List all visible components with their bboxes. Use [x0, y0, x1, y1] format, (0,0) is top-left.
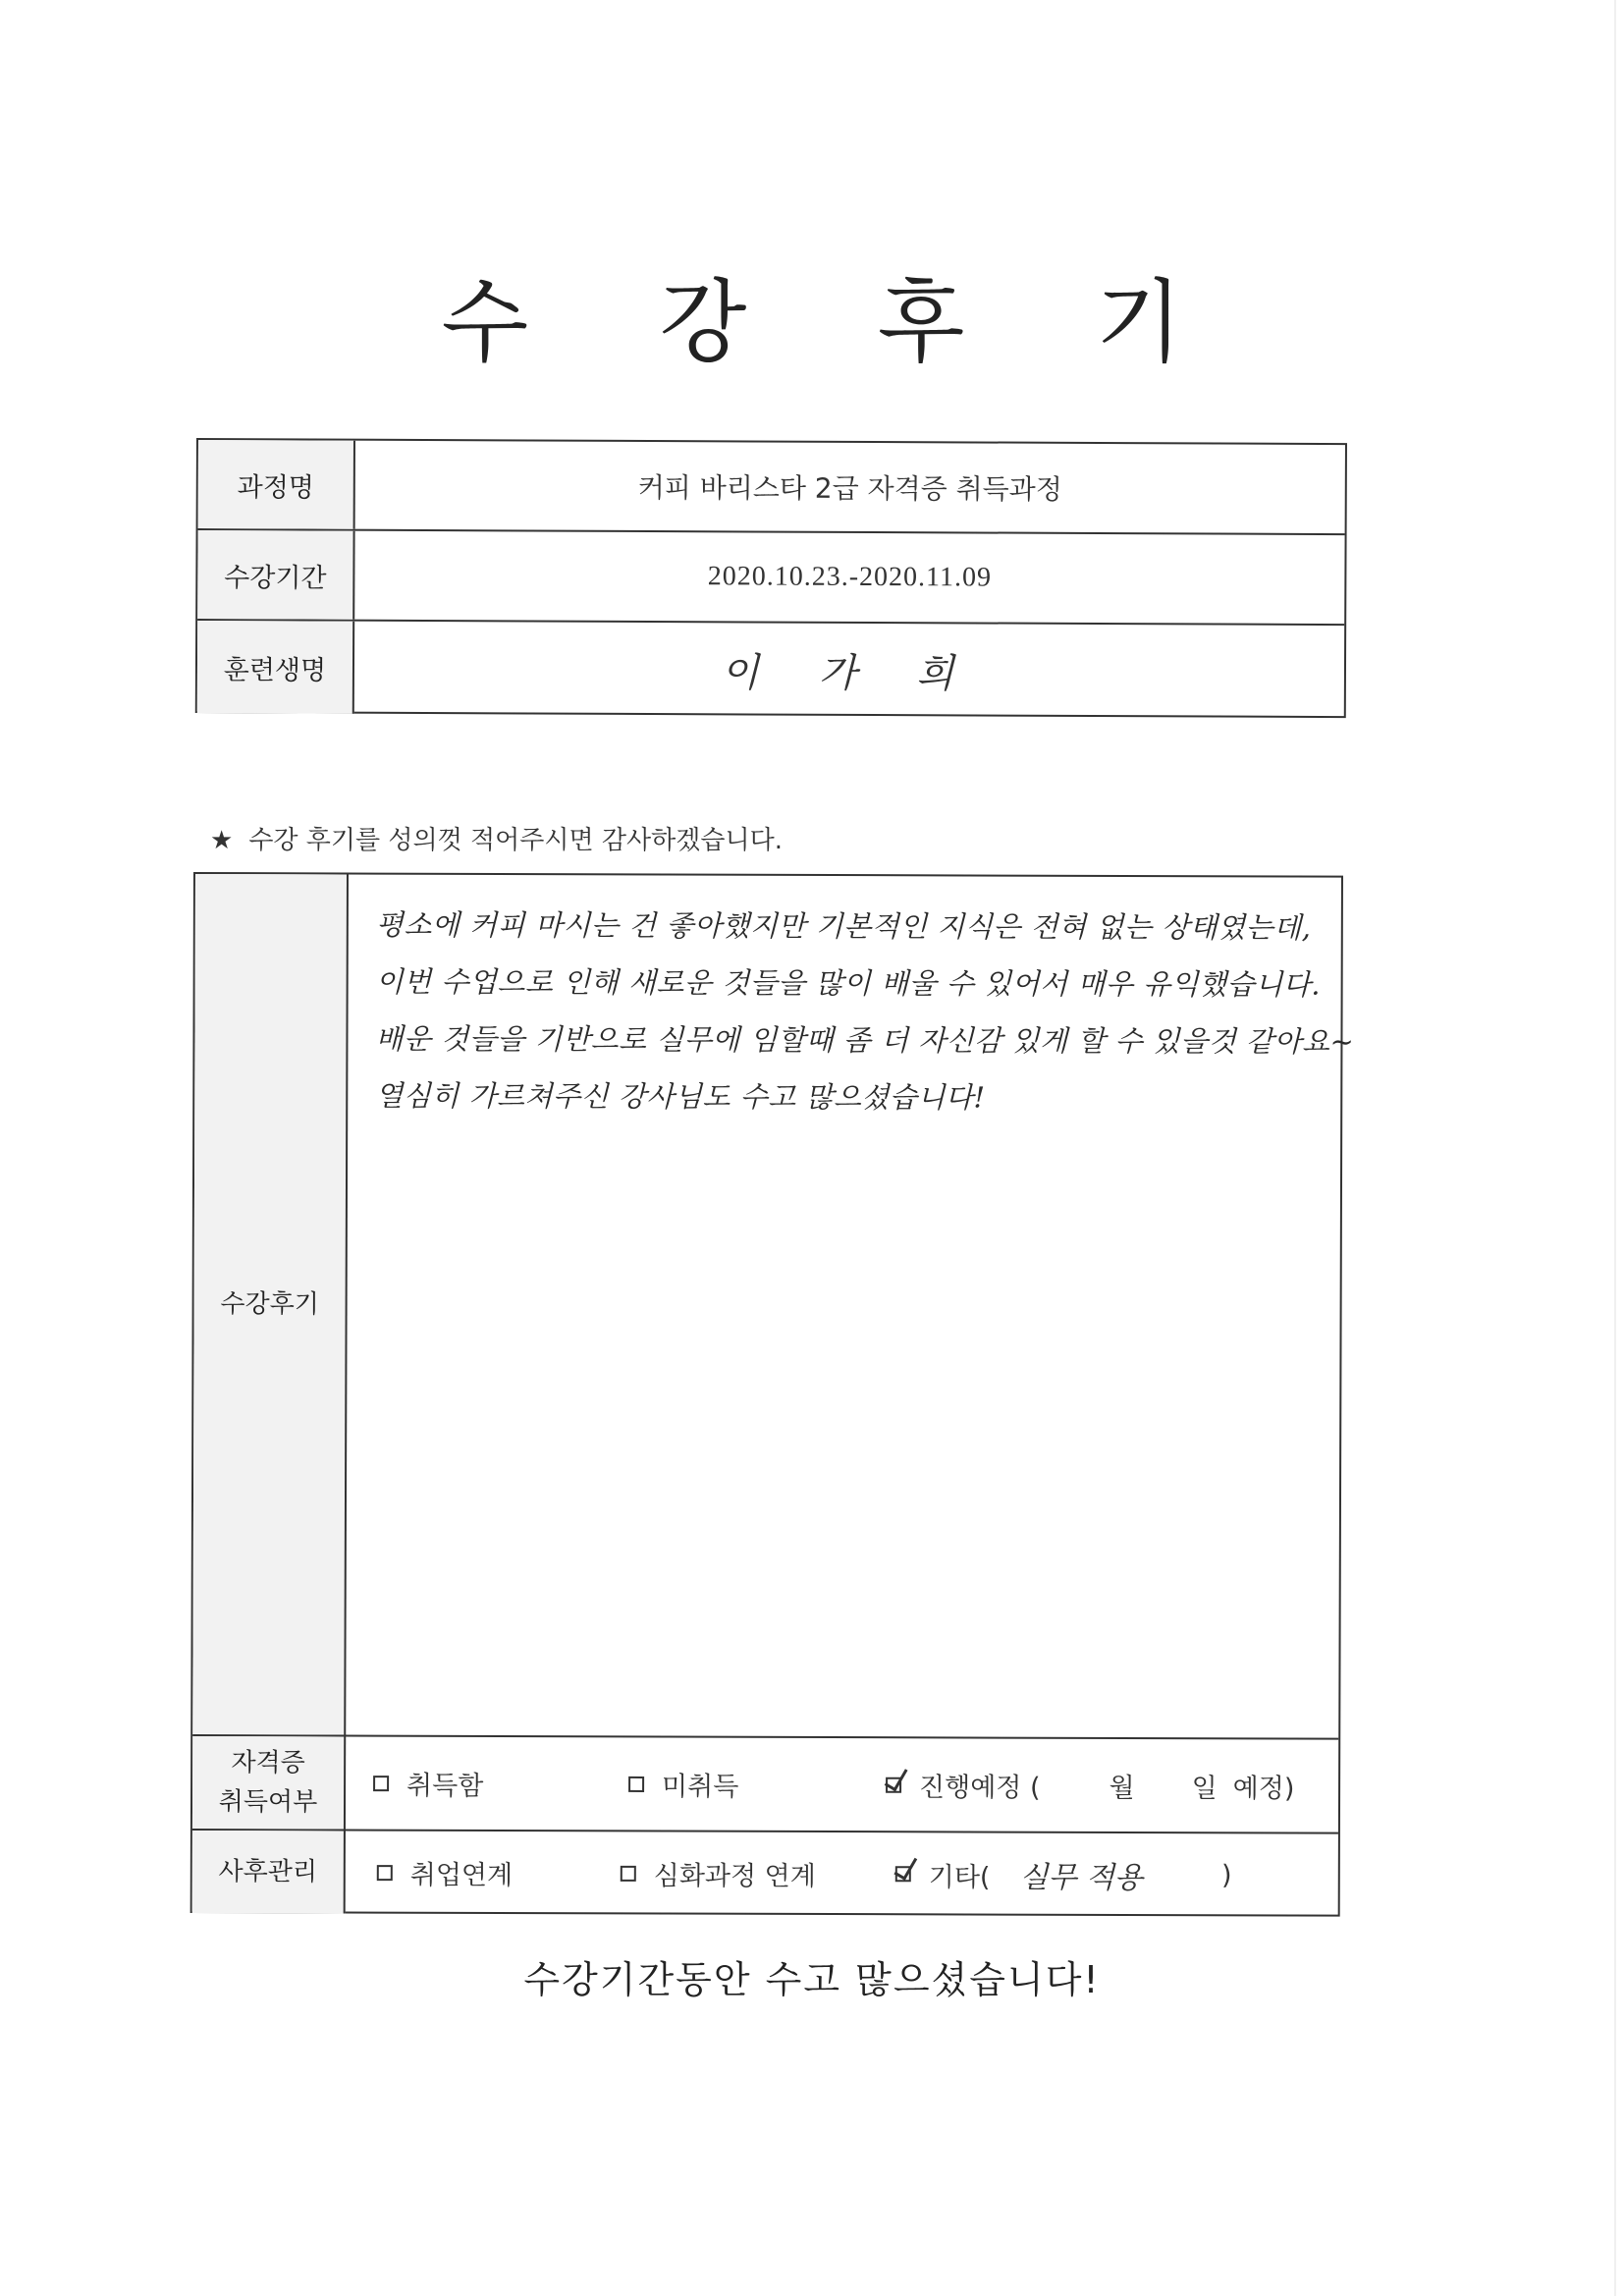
aftercare-option-advanced[interactable]	[621, 1854, 816, 1893]
aftercare-option-employment-label: 취업연계	[409, 1860, 514, 1891]
review-table	[190, 872, 1355, 1917]
aftercare-option-employment[interactable]	[377, 1853, 513, 1891]
cert-planned-label: 예정)	[1232, 1773, 1295, 1805]
checkbox-advanced[interactable]	[621, 1865, 636, 1881]
checkbox-acquired[interactable]	[373, 1776, 389, 1791]
cert-option-acquired[interactable]	[373, 1764, 483, 1802]
checkbox-not-acquired[interactable]	[628, 1776, 644, 1791]
closing-message: 수강기간동안 수고 많으셨습니다!	[523, 1958, 1101, 2001]
course-period-row	[197, 530, 1344, 626]
aftercare-option-other[interactable]	[895, 1852, 1232, 1896]
review-line-4: 열심히 가르쳐주신 강사님도 수고 많으셨습니다!	[375, 1078, 986, 1115]
aftercare-label: 사후관리	[192, 1831, 346, 1913]
review-line-2: 이번 수업으로 인해 새로운 것들을 많이 배울 수 있어서 매우 유익했습니다.	[375, 964, 1322, 1002]
certification-label	[192, 1736, 346, 1829]
trainee-name-value: 이 가 희	[721, 649, 978, 696]
certification-row	[192, 1736, 1338, 1834]
instruction-text	[210, 820, 783, 856]
trainee-name-label: 훈련생명	[197, 621, 354, 714]
cert-option-not-acquired[interactable]	[628, 1765, 738, 1803]
aftercare-options	[346, 1831, 1338, 1916]
checkbox-in-progress-checked[interactable]	[886, 1777, 901, 1792]
review-label: 수강후기	[192, 874, 349, 1734]
course-name-label: 과정명	[198, 440, 355, 529]
aftercare-option-advanced-label: 심화과정 연계	[653, 1860, 816, 1892]
cert-option-in-progress-label: 진행예정 (	[919, 1772, 1041, 1804]
cert-month-label: 월	[1109, 1773, 1135, 1804]
instruction-message: 수강 후기를 성의껏 적어주시면 감사하겠습니다.	[248, 826, 783, 855]
course-info-table	[195, 438, 1347, 718]
review-row	[192, 874, 1355, 1740]
checkbox-employment[interactable]	[377, 1865, 393, 1881]
trainee-name-row	[197, 621, 1344, 718]
certification-options	[346, 1736, 1338, 1831]
cert-day-label: 일	[1191, 1773, 1218, 1804]
page-title: 수 강 후 기	[441, 270, 1234, 375]
star-icon: ★	[210, 826, 234, 855]
cert-option-acquired-label: 취득함	[406, 1771, 484, 1802]
aftercare-row	[192, 1831, 1338, 1917]
aftercare-other-text: 실무 적용	[1019, 1860, 1144, 1896]
checkbox-other-checked[interactable]	[895, 1866, 911, 1882]
certification-label-line2: 취득여부	[218, 1787, 318, 1818]
certification-label-line1: 자격증	[231, 1748, 305, 1778]
course-period-label: 수강기간	[197, 530, 354, 620]
review-line-3: 배운 것들을 기반으로 실무에 임할때 좀 더 자신감 있게 할 수 있을것 같아요~	[375, 1021, 1355, 1059]
course-name-row	[198, 440, 1345, 535]
review-line-1: 평소에 커피 마시는 건 좋아했지만 기본적인 지식은 전혀 없는 상태였는데,	[375, 907, 1312, 945]
cert-option-not-acquired-label: 미취득	[662, 1772, 739, 1803]
aftercare-option-other-label: 기타(	[928, 1861, 991, 1893]
aftercare-close-paren: )	[1220, 1859, 1232, 1890]
course-name-value: 커피 바리스타 2급 자격증 취득과정	[637, 470, 1062, 506]
review-body	[346, 874, 1355, 1737]
cert-option-in-progress[interactable]	[886, 1766, 1294, 1805]
course-period-value: 2020.10.23.-2020.11.09	[707, 561, 993, 593]
